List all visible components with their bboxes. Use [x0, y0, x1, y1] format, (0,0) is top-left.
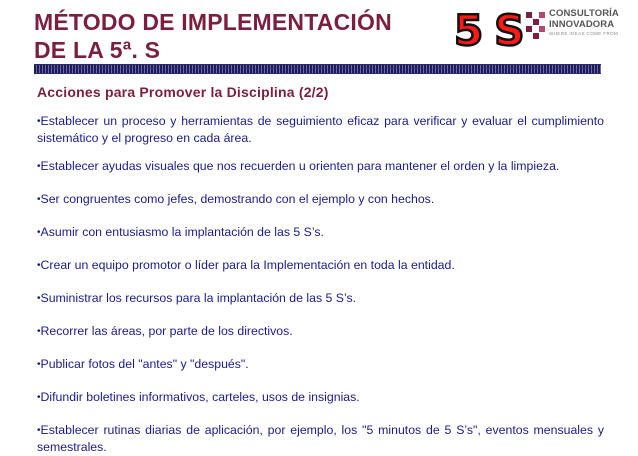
bullet-icon: •	[37, 293, 41, 304]
list-item-text: Establecer ayudas visuales que nos recuerden u orienten para mantener el orden y la limpieza.	[40, 159, 560, 173]
list-item-text: Ser congruentes como jefes, demostrando con el ejemplo y con hechos.	[40, 192, 435, 206]
list-item	[37, 389, 604, 406]
list-item-text: Difundir boletines informativos, carteles, usos de insignias.	[40, 390, 360, 404]
logo-mark-icon	[524, 10, 546, 40]
company-logo	[524, 8, 634, 52]
section-subtitle: Acciones para Promover la Disciplina (2/2)	[37, 84, 329, 100]
bullet-icon: •	[37, 392, 41, 403]
list-item	[37, 422, 604, 456]
bullet-icon: •	[37, 359, 41, 370]
list-item	[37, 113, 604, 147]
list-item-text: Publicar fotos del "antes" y "después".	[40, 357, 249, 371]
list-item	[37, 224, 604, 241]
five-s-badge-letter: S	[494, 6, 526, 55]
bullet-icon: •	[37, 260, 41, 271]
logo-tagline: WHERE IDEAS COME FROM	[549, 31, 619, 36]
list-item-text: Establecer un proceso y herramientas de seguimiento eficaz para verificar y evaluar el cumplimiento sistemático y el progreso en cada área.	[37, 114, 604, 145]
list-item	[37, 323, 604, 340]
bullet-icon: •	[37, 425, 41, 436]
list-item	[37, 158, 604, 175]
page-title-line-2: DE LA 5ª. S	[34, 37, 161, 63]
logo-line-1: CONSULTORÍA	[549, 8, 619, 19]
page-title-line-1: MÉTODO DE IMPLEMENTACIÓN	[34, 9, 392, 35]
page-title	[34, 8, 454, 64]
bullet-icon: •	[37, 194, 41, 205]
bullet-icon: •	[37, 227, 41, 238]
action-list	[37, 113, 604, 456]
list-item	[37, 191, 604, 208]
list-item	[37, 257, 604, 274]
list-item-text: Establecer rutinas diarias de aplicación, por ejemplo, los "5 minutos de 5 S’s", eventos mensuales y semestrales.	[37, 423, 604, 454]
bullet-icon: •	[37, 161, 41, 172]
list-item-text: Asumir con entusiasmo la implantación de las 5 S’s.	[40, 225, 324, 239]
bullet-icon: •	[37, 326, 41, 337]
logo-line-2: INNOVADORA	[549, 19, 615, 30]
title-divider	[34, 64, 601, 74]
list-item-text: Suministrar los recursos para la implantación de las 5 S’s.	[40, 291, 357, 305]
bullet-icon: •	[37, 116, 41, 127]
list-item-text: Crear un equipo promotor o líder para la Implementación en toda la entidad.	[40, 258, 455, 272]
list-item	[37, 356, 604, 373]
five-s-badge-number: 5	[454, 6, 485, 55]
list-item	[37, 290, 604, 307]
logo-text	[549, 8, 619, 37]
five-s-badge	[454, 8, 525, 54]
list-item-text: Recorrer las áreas, por parte de los directivos.	[40, 324, 293, 338]
